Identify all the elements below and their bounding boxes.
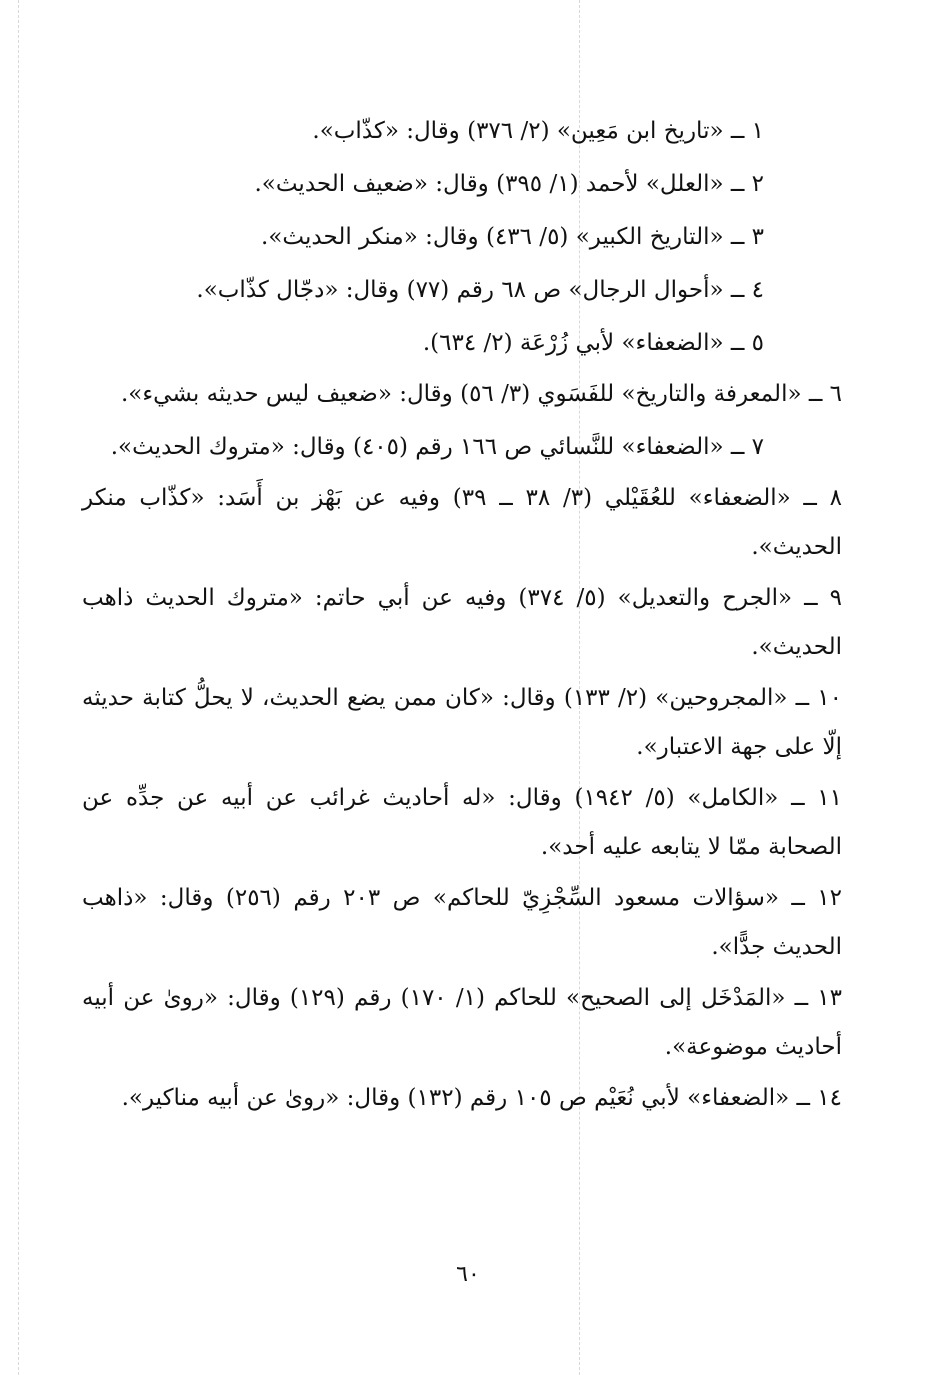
reference-entry-13: ١٣ ــ «المَدْخَل إلى الصحيح» للحاكم (١/ ١٧٠) رقم (١٢٩) وقال: «روىٰ عن أبيه أحاديث موضوعة». <box>82 985 842 1060</box>
reference-entry-1: ١ ــ «تاريخ ابن مَعِين» (٢/ ٣٧٦) وقال: «كذّاب». <box>312 118 764 144</box>
page-number: ٦٠ <box>456 1262 480 1287</box>
reference-entry-12: ١٢ ــ «سؤالات مسعود السِّجْزِيّ للحاكم» ص ٢٠٣ رقم (٢٥٦) وقال: «ذاهب الحديث جدًّا». <box>82 885 842 960</box>
references-list <box>82 105 842 1125</box>
reference-entry-3: ٣ ــ «التاريخ الكبير» (٥/ ٤٣٦) وقال: «منكر الحديث». <box>261 224 764 250</box>
reference-entry-9: ٩ ــ «الجرح والتعديل» (٥/ ٣٧٤) وفيه عن أبي حاتم: «متروك الحديث ذاهب الحديث». <box>82 585 842 660</box>
reference-entry-8: ٨ ــ «الضعفاء» للعُقَيْلي (٣/ ٣٨ ــ ٣٩) وفيه عن بَهْز بن أَسَد: «كذّاب منكر الحديث». <box>82 485 843 560</box>
reference-entry-5: ٥ ــ «الضعفاء» لأبي زُرْعَة (٢/ ٦٣٤). <box>422 330 764 356</box>
reference-entry-6: ٦ ــ «المعرفة والتاريخ» للفَسَوي (٣/ ٥٦) وقال: «ضعيف ليس حديثه بشيء». <box>120 381 842 407</box>
reference-entry-4: ٤ ــ «أحوال الرجال» ص ٦٨ رقم (٧٧) وقال: «دجّال كذّاب». <box>196 277 764 303</box>
reference-entry-11: ١١ ــ «الكامل» (٥/ ١٩٤٢) وقال: «له أحاديث غرائب عن أبيه عن جدِّه عن الصحابة ممّا لا يتابعه عليه أحد». <box>82 785 842 860</box>
scan-guide-line-left <box>18 0 19 1375</box>
reference-entry-7: ٧ ــ «الضعفاء» للنَّسائي ص ١٦٦ رقم (٤٠٥) وقال: «متروك الحديث». <box>110 434 764 460</box>
reference-entry-10: ١٠ ــ «المجروحين» (٢/ ١٣٣) وقال: «كان ممن يضع الحديث، لا يحلُّ كتابة حديثه إلّا على جهة الاعتبار». <box>82 685 842 760</box>
reference-entry-14: ١٤ ــ «الضعفاء» لأبي نُعَيْم ص ١٠٥ رقم (١٣٢) وقال: «روىٰ عن أبيه مناكير». <box>121 1085 842 1111</box>
reference-entry-2: ٢ ــ «العلل» لأحمد (١/ ٣٩٥) وقال: «ضعيف الحديث». <box>254 171 764 197</box>
